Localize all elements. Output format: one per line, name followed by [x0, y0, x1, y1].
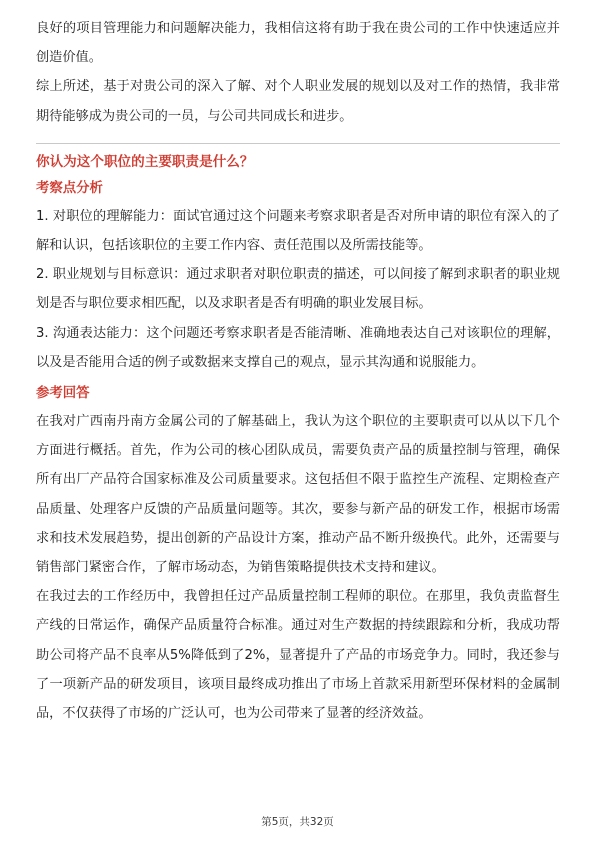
page-number: 第5页，共32页 — [261, 816, 334, 828]
answer-paragraph: 在我对广西南丹南方金属公司的了解基础上，我认为这个职位的主要职责可以从以下几个方面进行概括。首先，作为公司的核心团队成员，需要负责产品的质量控制与管理，确保所有出厂产品符合国家标准及公司质量要求。这包括但不限于监控生产流程、定期检查产品质量、处理客户反馈的产品质量问题等。其次，要参与新产品的研发工作，根据市场需求和技术发展趋势，提出创新的产品设计方案，推动产品不断升级换代。此外，还需要与销售部门紧密合作，了解市场动态，为销售策略提供技术支持和建议。 — [36, 414, 560, 576]
question-heading: 你认为这个职位的主要职责是什么？ — [36, 153, 254, 170]
analysis-point: 1. 对职位的理解能力：面试官通过这个问题来考察求职者是否对所申请的职位有深入的了解和认识，包括该职位的主要工作内容、责任范围以及所需技能等。 — [36, 208, 560, 254]
analysis-point: 3. 沟通表达能力：这个问题还考察求职者是否能清晰、准确地表达自己对该职位的理解，以及是否能用合适的例子或数据来支撑自己的观点，显示其沟通和说服能力。 — [36, 325, 560, 370]
intro-paragraph: 良好的项目管理能力和问题解决能力，我相信这将有助于我在贵公司的工作中快速适应并创造价值。 — [36, 21, 560, 66]
analysis-point: 2. 职业规划与目标意识：通过求职者对职位职责的描述，可以间接了解到求职者的职业规划是否与职位要求相匹配，以及求职者是否有明确的职业发展目标。 — [36, 267, 560, 312]
section-divider — [36, 143, 560, 144]
analysis-heading: 考察点分析 — [36, 180, 103, 196]
page-content — [36, 14, 560, 728]
answer-paragraph: 在我过去的工作经历中，我曾担任过产品质量控制工程师的职位。在那里，我负责监督生产线的日常运作，确保产品质量符合标准。通过对生产数据的持续跟踪和分析，我成功帮助公司将产品不良率从5%降低到了2%，显著提升了产品的市场竞争力。同时，我还参与了一项新产品的研发项目，该项目最终成功推出了市场上首款采用新型环保材料的金属制品，不仅获得了市场的广泛认可，也为公司带来了显著的经济效益。 — [36, 589, 560, 722]
intro-paragraph: 综上所述，基于对贵公司的深入了解、对个人职业发展的规划以及对工作的热情，我非常期待能够成为贵公司的一员，与公司共同成长和进步。 — [36, 79, 560, 124]
answer-heading: 参考回答 — [36, 386, 90, 402]
